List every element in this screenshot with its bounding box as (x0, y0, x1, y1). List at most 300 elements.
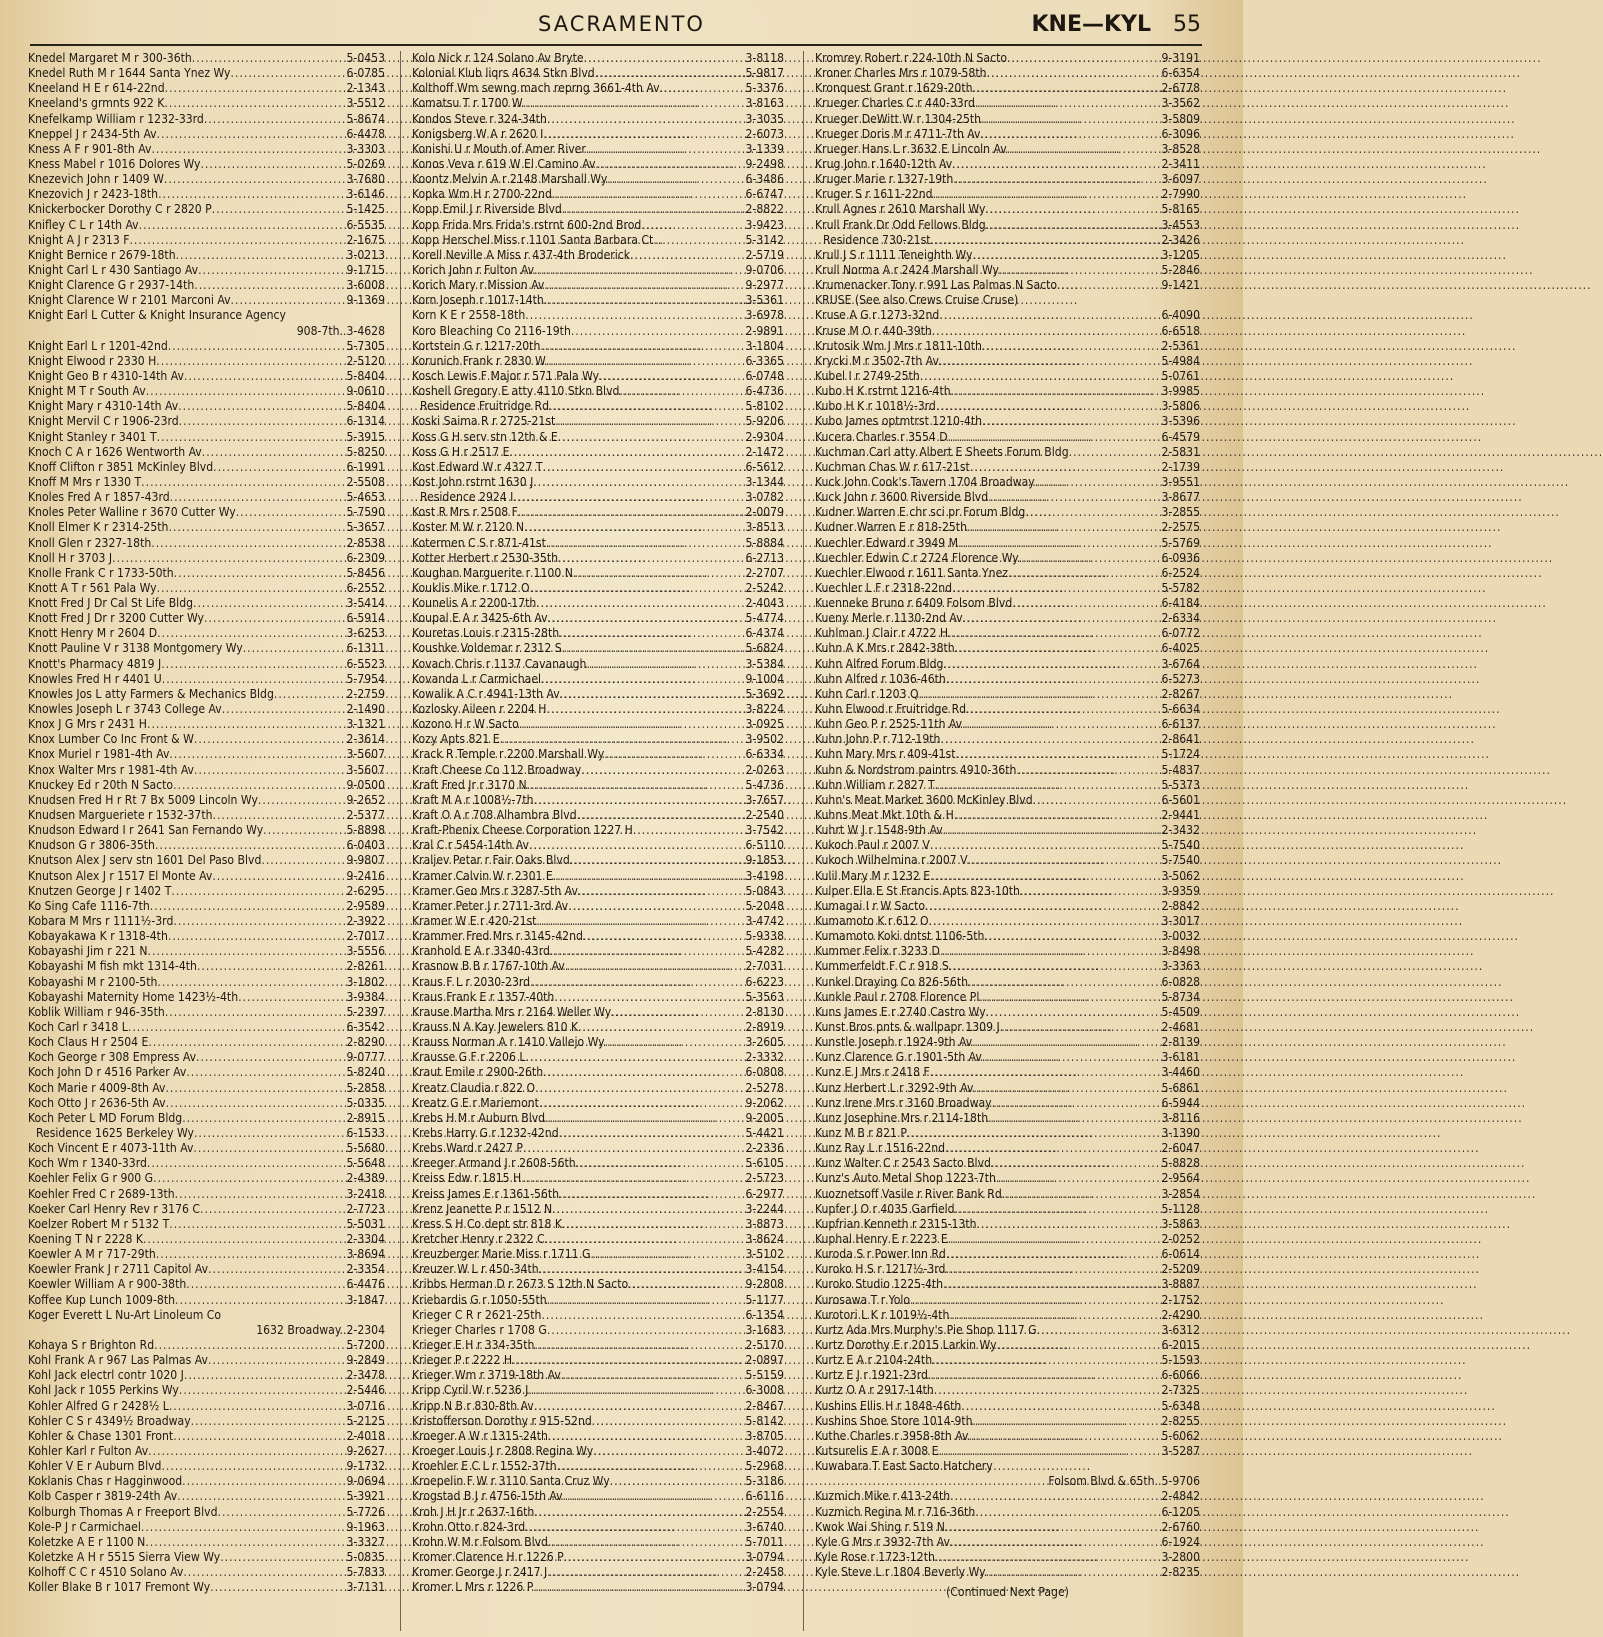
listing-name: Kowalik A C r 4941-13th Av (412, 686, 560, 701)
listing-phone: 3-2854 (1161, 1186, 1200, 1201)
directory-listing (815, 339, 1200, 354)
leader-dots (182, 1111, 345, 1126)
listing-name: Kucera Charles r 3554 D (815, 429, 948, 444)
leader-dots (157, 581, 346, 596)
leader-dots (557, 1459, 745, 1474)
directory-listing (28, 1338, 385, 1353)
leader-dots (565, 959, 745, 974)
listing-phone: 5-8828 (1161, 1156, 1200, 1171)
leader-dots (970, 460, 1161, 475)
listing-name: Kueny Merle r 1130-2nd Av (815, 611, 963, 626)
listing-name: Knudsen Fred H r Rt 7 Bx 5009 Lincoln Wy (28, 792, 258, 807)
listing-name: Koller Blake B r 1017 Fremont Wy (28, 1580, 211, 1595)
directory-listing (412, 808, 784, 823)
listing-phone: 2-9589 (346, 898, 385, 913)
directory-listing (28, 1202, 385, 1217)
leader-dots (586, 142, 745, 157)
listing-phone: 2-1472 (745, 444, 784, 459)
leader-dots (153, 1171, 345, 1186)
leader-dots (177, 1489, 345, 1504)
listing-name: Koch Carl r 3418 L (28, 1020, 128, 1034)
listing-phone: 9-2062 (745, 1095, 784, 1110)
listing-name: Kost John rstrnt 1630 J (412, 474, 534, 489)
leader-dots (961, 1399, 1160, 1414)
leader-dots (193, 1141, 345, 1156)
listing-name: Knickerbocker Dorothy C r 2820 P (28, 202, 212, 217)
directory-listing (28, 1444, 385, 1459)
listing-name: Kruger S r 1611-22nd (815, 187, 933, 202)
listing-phone: 6-6747 (745, 187, 784, 202)
leader-dots (527, 778, 745, 793)
directory-listing (815, 899, 1200, 914)
listing-name: Krutosik Wm J Mrs r 1811-10th (815, 338, 982, 353)
listing-phone: 5-3563 (745, 989, 784, 1004)
listing-name: Kripp N B r 830-8th Av (412, 1398, 534, 1413)
listing-phone: 3-5607 (346, 747, 385, 762)
listing-name: Kuhn William r 2827 T (815, 777, 935, 792)
listing-phone: 5-1425 (346, 202, 385, 217)
listing-phone: 3-4072 (745, 1443, 784, 1458)
leader-dots (954, 808, 1161, 823)
leader-dots (963, 611, 1161, 626)
directory-listing (815, 112, 1200, 127)
listing-phone: 6-1314 (346, 414, 385, 429)
listing-name: Residence Fruitridge Rd (420, 399, 550, 414)
listing-phone: 6-5110 (745, 838, 784, 853)
listing-name: Koss G H r 2517 E (412, 444, 510, 459)
listing-name: Kukoch Wilhelmina r 2007 V (815, 853, 968, 868)
listing-phone: 9-0610 (346, 384, 385, 399)
listing-name: Kunz Irene Mrs r 3160 Broadway (815, 1095, 992, 1110)
directory-listing (412, 823, 784, 838)
listing-phone: 5-3915 (346, 429, 385, 444)
listing-phone: 3-3303 (346, 141, 385, 156)
listing-phone: 9-2652 (346, 792, 385, 807)
listing-name: Kobayakawa K r 1318-4th (28, 929, 168, 944)
listing-phone: 2-3426 (1161, 232, 1200, 247)
leader-dots (524, 520, 744, 535)
directory-listing (28, 929, 385, 944)
listing-name: Koletzke A E r 1100 N (28, 1534, 146, 1549)
listing-name: Krieger C R r 2621-25th (412, 1307, 542, 1322)
directory-listing (412, 187, 784, 202)
listing-phone: 3-0794 (745, 1549, 784, 1564)
listing-name: Kness A F r 901-8th Av (28, 141, 152, 156)
listing-name: Krebs Harry G r 1232-42nd (412, 1125, 559, 1140)
listing-phone: 5-9817 (745, 66, 784, 81)
listing-name: Kurtz Dorothy E r 2015 Larkin Wy (815, 1337, 997, 1352)
leader-dots (920, 369, 1161, 384)
directory-listing (815, 566, 1200, 581)
directory-listing (815, 1081, 1200, 1096)
listing-name: Kuechler L F r 2318-22nd (815, 580, 953, 595)
listing-phone: 5-5680 (346, 1141, 385, 1156)
directory-listing (815, 96, 1200, 111)
listing-name: Kroh J H Jr r 2637-16th (412, 1504, 535, 1519)
directory-listing (412, 944, 784, 959)
listing-phone: 3-6764 (1161, 656, 1200, 671)
listing-phone: 3-4154 (745, 1262, 784, 1277)
leader-dots (1008, 566, 1160, 581)
listing-name: Kuchman Carl atty Albert E Sheets Forum Bldg (815, 444, 1069, 459)
listing-phone: 2-4290 (1161, 1307, 1200, 1322)
directory-listing (412, 702, 784, 717)
listing-phone: 3-0716 (346, 1398, 385, 1413)
listing-name: Kobara M Mrs r 1111½-3rd (28, 914, 174, 929)
listing-phone: 5-0835 (346, 1549, 385, 1564)
leader-dots (552, 187, 745, 202)
listing-phone: 2-8255 (1161, 1413, 1200, 1428)
listing-phone: 9-3191 (1161, 51, 1200, 65)
leader-dots (208, 1262, 345, 1277)
leader-dots (999, 263, 1160, 278)
listing-phone: 2-8467 (745, 1398, 784, 1413)
directory-listing (28, 278, 385, 293)
leader-dots (633, 823, 745, 838)
leader-dots (550, 944, 745, 959)
listing-phone: 9-0694 (346, 1474, 385, 1489)
directory-listing (28, 66, 385, 81)
directory-listing (28, 520, 385, 535)
listing-phone: 2-7990 (1161, 187, 1200, 202)
listing-name: Kuzmich Mike r 413-24th (815, 1489, 951, 1504)
leader-dots (194, 278, 345, 293)
listing-name: Kuck John r 3600 Riverside Blvd (815, 490, 989, 505)
listing-phone: 6-4579 (1161, 429, 1200, 444)
listing-name: Knott's Pharmacy 4819 J (28, 656, 162, 671)
leader-dots (548, 611, 745, 626)
leader-dots (509, 445, 744, 460)
listing-phone: 9-0706 (745, 262, 784, 277)
leader-dots (183, 1565, 345, 1580)
directory-listing (412, 869, 784, 884)
directory-listing (815, 1020, 1200, 1035)
directory-listing (815, 1247, 1200, 1262)
listing-phone: 5-3692 (745, 686, 784, 701)
listing-name: Kushins Shoe Store 1014-9th (815, 1413, 973, 1428)
listing-phone: 5-8898 (346, 823, 385, 838)
leader-dots (168, 339, 346, 354)
listing-name: Koupal E A r 3425-6th Av (412, 611, 548, 626)
listing-phone: 9-1732 (346, 1459, 385, 1474)
directory-listing (28, 1520, 385, 1535)
listing-name: Krieger P r 2222 H (412, 1353, 513, 1368)
listing-name: Kreuzberger Marie Miss r 1711 G (412, 1247, 591, 1262)
listing-phone: 5-4984 (1161, 353, 1200, 368)
directory-listing (412, 1580, 784, 1595)
directory-listing (815, 1277, 1200, 1292)
listing-phone: 2-4842 (1161, 1489, 1200, 1504)
listing-name: Knight Stanley r 3401 T (28, 429, 157, 444)
listing-phone: 5-0269 (346, 156, 385, 171)
listing-name: Kohler & Chase 1301 Front (28, 1428, 174, 1443)
directory-listing (815, 551, 1200, 566)
leader-dots (534, 793, 745, 808)
leader-dots (168, 520, 345, 535)
listing-name: Konigsberg W A r 2620 I (412, 126, 544, 141)
listing-phone: 2-3922 (346, 914, 385, 929)
directory-listing (815, 611, 1200, 626)
directory-listing (412, 929, 784, 944)
listing-name: Kolthoff Wm sewng mach reprng 3661-4th Av (412, 81, 660, 96)
listing-phone: 5-7954 (346, 671, 385, 686)
listing-phone: 3-5556 (346, 944, 385, 959)
listing-name: Knutson Alex J r 1517 El Monte Av (28, 868, 213, 883)
listing-phone: 5-7540 (1161, 853, 1200, 868)
listing-phone: 5-4282 (745, 944, 784, 959)
leader-dots (984, 929, 1160, 944)
directory-listing (28, 763, 385, 778)
directory-listing (412, 96, 784, 111)
listing-phone: 6-0785 (346, 66, 385, 81)
directory-listing (412, 793, 784, 808)
directory-listing (28, 384, 385, 399)
listing-name: Kramer Geo Mrs r 3287-5th Av (412, 883, 578, 898)
directory-listing (28, 717, 385, 732)
listing-phone: 5-9706 (1161, 1474, 1200, 1489)
directory-listing (815, 1262, 1200, 1277)
listing-phone: 2-0263 (745, 762, 784, 777)
listing-name: Krull J S r 1111 Teneighth Wy (815, 247, 973, 262)
listing-name: Kobayashi M r 2100-5th (28, 974, 158, 989)
listing-name: Kurtz O A r 2917-14th (815, 1383, 934, 1398)
listing-phone: 2-5209 (1161, 1262, 1200, 1277)
leader-dots (562, 641, 745, 656)
listing-name: Kuechler Edward r 3949 M (815, 535, 959, 550)
leader-dots (559, 1126, 745, 1141)
directory-listing (815, 1550, 1200, 1565)
listing-name: Kohaya S r Brighton Rd (28, 1337, 155, 1352)
leader-dots (157, 975, 345, 990)
listing-name: Kuhrt W J r 1548-9th Av (815, 823, 943, 838)
listing-name: Kromrey Robert r 224-10th N Sacto (815, 51, 1007, 65)
listing-phone: 3-0794 (745, 1580, 784, 1595)
leader-dots (1069, 445, 1161, 460)
listing-name: Krueger Hans L r 3632 E Lincoln Av (815, 141, 1007, 156)
leader-dots (512, 1353, 744, 1368)
directory-listing (412, 1353, 784, 1368)
directory-listing (815, 1187, 1200, 1202)
leader-dots (951, 384, 1161, 399)
listing-name: Kroepelin F W r 3110 Santa Cruz Wy (412, 1474, 610, 1489)
listing-name: Krueger DeWitt W r 1304-25th (815, 111, 982, 126)
directory-listing (815, 536, 1200, 551)
listing-phone: 6-4025 (1161, 641, 1200, 656)
listing-name: Krause Martha Mrs r 2164 Weller Wy (412, 1004, 612, 1019)
listing-phone: 3-0782 (745, 490, 784, 505)
listing-phone: 2-5170 (745, 1337, 784, 1352)
directory-listing (815, 172, 1200, 187)
leader-dots (236, 505, 346, 520)
leader-dots (982, 1050, 1161, 1065)
listing-name: Knox Muriel r 1981-4th Av (28, 747, 170, 762)
directory-listing (28, 1262, 385, 1277)
listing-phone: 2-3332 (745, 1050, 784, 1065)
listing-name: Kost R Mrs r 2508 F (412, 505, 518, 520)
listing-phone: 3-6740 (745, 1519, 784, 1534)
directory-listing (815, 596, 1200, 611)
directory-listing (815, 793, 1200, 808)
listing-phone: 5-8240 (346, 1065, 385, 1080)
listing-name: Kurotori L K r 1019½-4th (815, 1307, 950, 1322)
leader-dots (1000, 1020, 1161, 1035)
directory-listing (28, 672, 385, 687)
leader-dots (571, 324, 745, 339)
listing-phone: 6-5612 (745, 459, 784, 474)
directory-listing (412, 672, 784, 687)
listing-phone: 3-9423 (745, 217, 784, 232)
leader-dots (630, 248, 744, 263)
directory-listing (815, 823, 1200, 838)
directory-listing (28, 1096, 385, 1111)
directory-listing (412, 687, 784, 702)
listing-name: Knight Mervil C r 1906-23rd (28, 414, 179, 429)
listing-name: Kolonial Klub liqrs 4634 Stkn Blvd (412, 66, 595, 81)
listing-phone: 5-2968 (745, 1459, 784, 1474)
listing-name: Kushins Ellis H r 1848-46th (815, 1398, 962, 1413)
listing-phone: 3-6253 (346, 626, 385, 641)
listing-phone: 2-2336 (745, 1141, 784, 1156)
listing-phone: 5-1724 (1161, 747, 1200, 762)
directory-column-3 (815, 51, 1200, 1631)
listing-phone: 5-7011 (745, 1534, 784, 1549)
listing-name: Korunich Frank r 2830 W (412, 353, 546, 368)
listing-name: Koster M W r 2120 N (412, 520, 524, 535)
leader-dots (148, 1444, 345, 1459)
leader-dots (973, 81, 1161, 96)
listing-name: Kosch Lewis F Major r 571 Pala Wy (412, 368, 600, 383)
leader-dots (194, 1126, 346, 1141)
listing-name: Kotter Herbert r 2530-35th (412, 550, 559, 565)
directory-listing (28, 611, 385, 626)
leader-dots (544, 278, 744, 293)
leader-dots (220, 1550, 345, 1565)
listing-phone: 3-3562 (1161, 96, 1200, 111)
directory-listing (815, 354, 1200, 369)
listing-phone: 5-8674 (346, 111, 385, 126)
leader-dots (541, 1308, 744, 1323)
leader-dots (534, 1505, 744, 1520)
listing-phone: 2-8822 (745, 202, 784, 217)
leader-dots (1012, 596, 1160, 611)
listing-name: Konishi U r Mouth of Amer River (412, 141, 586, 156)
directory-listing (815, 202, 1200, 217)
directory-listing (815, 702, 1200, 717)
directory-listing (412, 747, 784, 762)
listing-phone: 3-8116 (1161, 1110, 1200, 1125)
listing-name: Knight Bernice r 2679-18th (28, 247, 176, 262)
leader-dots (925, 899, 1160, 914)
listing-phone: 2-0897 (745, 1353, 784, 1368)
listing-name: Krasnow B B r 1767-10th Av (412, 959, 565, 974)
listing-phone: 2-1343 (346, 81, 385, 96)
leader-dots (939, 354, 1161, 369)
directory-listing (412, 1308, 784, 1323)
directory-listing (412, 596, 784, 611)
listing-phone: 3-9551 (1161, 474, 1200, 489)
leader-dots (179, 1383, 346, 1398)
leader-dots (184, 369, 346, 384)
listing-name: Kozono H r W Sacto (412, 717, 519, 732)
leader-dots (530, 975, 744, 990)
listing-phone: 5-1128 (1161, 1201, 1200, 1216)
listing-name: Knight M T r South Av (28, 384, 146, 399)
leader-dots (157, 430, 346, 445)
listing-address: 908-7th (296, 323, 340, 338)
leader-dots (210, 1580, 345, 1595)
listing-phone: 5-6348 (1161, 1398, 1200, 1413)
listing-name: Kramer Calvin W r 2301 E (412, 868, 553, 883)
leader-dots (593, 1444, 744, 1459)
leader-dots (573, 566, 745, 581)
listing-name: Kraft Fred Jr r 3170 N (412, 777, 527, 792)
listing-name: Kwok Wai Shing r 519 N (815, 1519, 945, 1534)
listing-phone: 6-5523 (346, 656, 385, 671)
listing-phone: 5-7540 (1161, 838, 1200, 853)
leader-dots (1002, 1187, 1161, 1202)
listing-phone: 3-1321 (346, 717, 385, 732)
directory-listing (28, 1550, 385, 1565)
directory-listing (815, 808, 1200, 823)
listing-phone: 5-7833 (346, 1565, 385, 1580)
listing-phone: 6-5944 (1161, 1095, 1200, 1110)
leader-dots (198, 263, 345, 278)
listing-name: Kudner Warren E r 818-25th (815, 520, 967, 535)
directory-listing (815, 308, 1200, 323)
listing-name: Koch George r 308 Empress Av (28, 1050, 197, 1065)
listing-phone: 9-2498 (745, 156, 784, 171)
listing-phone: 3-4742 (745, 914, 784, 929)
directory-listing (28, 869, 385, 884)
listing-name: Kral C r 5454-14th Av (412, 838, 529, 853)
leader-dots (193, 596, 345, 611)
listing-phone: 2-8290 (346, 1035, 385, 1050)
listing-name: Kunz Clarence G r 1901-5th Av (815, 1050, 982, 1065)
leader-dots (1016, 763, 1160, 778)
leader-dots (178, 399, 345, 414)
listing-phone: 3-1205 (1161, 247, 1200, 262)
listing-phone: 2-3411 (1161, 156, 1200, 171)
listing-name: Kraljev Petar r Fair Oaks Blvd (412, 853, 570, 868)
directory-listing (28, 1414, 385, 1429)
listing-phone: 6-1311 (346, 641, 385, 656)
leader-dots (919, 687, 1161, 702)
leader-dots (143, 1232, 346, 1247)
leader-dots (533, 475, 744, 490)
directory-listing (412, 324, 784, 339)
directory-listing (412, 218, 784, 233)
listing-phone: 2-1490 (346, 702, 385, 717)
running-title: SACRAMENTO (538, 12, 705, 36)
listing-phone: 3-8163 (745, 96, 784, 111)
leader-dots (929, 914, 1161, 929)
leader-dots (940, 732, 1160, 747)
listing-phone: 2-5361 (1161, 338, 1200, 353)
listing-name: Knight A J r 2313 F (28, 232, 130, 247)
listing-phone: 5-8734 (1161, 989, 1200, 1004)
leader-dots (592, 1414, 745, 1429)
leader-dots (595, 157, 744, 172)
listing-name: Knox Walter Mrs r 1981-4th Av (28, 762, 194, 777)
leader-dots (986, 218, 1161, 233)
leader-dots (932, 324, 1161, 339)
listing-name: Kubel I r 2749-25th (815, 368, 920, 383)
leader-dots (196, 1050, 345, 1065)
listing-phone: 5-4509 (1161, 1004, 1200, 1019)
directory-listing (28, 1126, 385, 1141)
listing-phone: 5-6861 (1161, 1080, 1200, 1095)
directory-listing (412, 1262, 784, 1277)
